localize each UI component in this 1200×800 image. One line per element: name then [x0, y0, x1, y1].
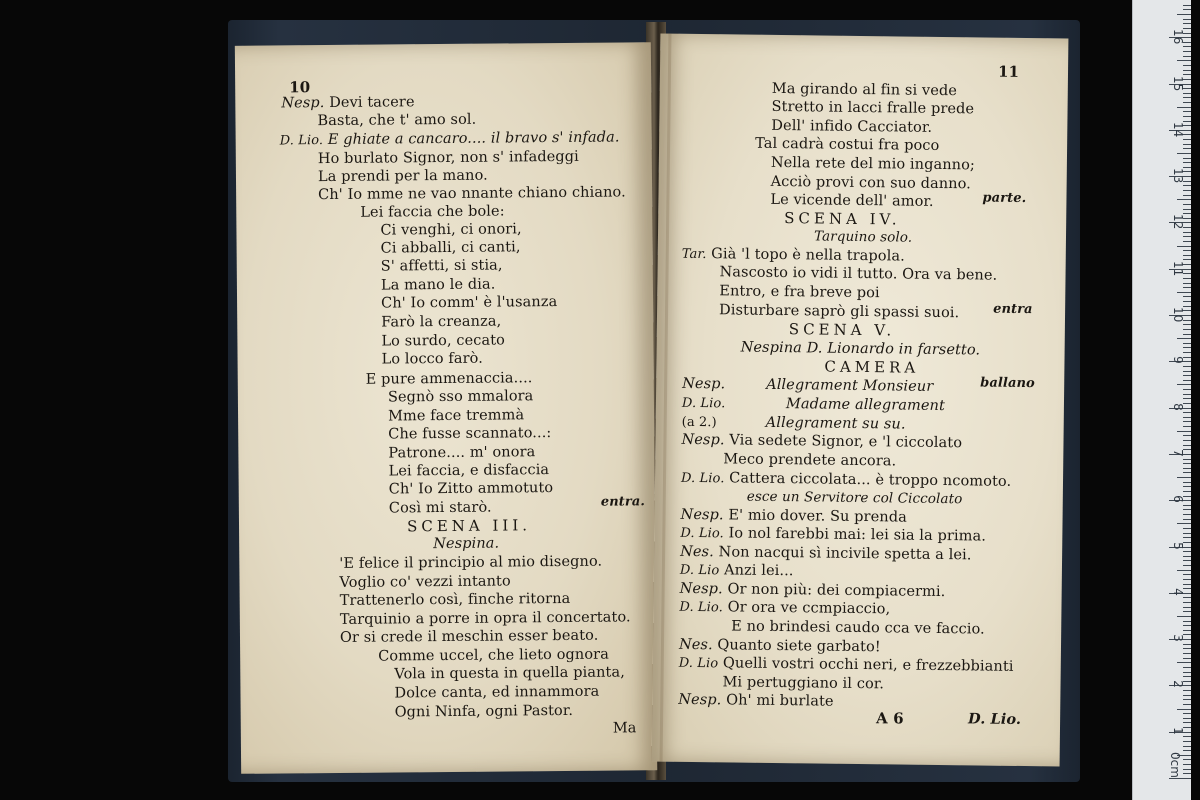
ruler-label: 14: [1171, 121, 1185, 138]
page-number: 11: [997, 62, 1020, 81]
ruler-tick: [1183, 759, 1191, 760]
verse-line: Lo locco farò.: [381, 350, 483, 368]
stage-direction: parte.: [982, 190, 1027, 207]
scene-heading: SCENA III.: [406, 516, 532, 536]
speech-line: Basta, che t' amo sol.: [317, 111, 477, 130]
ruler-label: 9: [1171, 356, 1185, 365]
ruler-tick: [1183, 5, 1191, 6]
speech-line: La prendi per la mano.: [317, 167, 488, 186]
verse-line: Ogni Ninfa, ogni Pastor.: [394, 702, 574, 721]
ruler-tick: [1177, 662, 1191, 663]
page-fold: [660, 34, 672, 762]
catchword: Ma: [612, 720, 637, 737]
ruler-label: 15: [1171, 75, 1185, 91]
scene-characters: Nespina D. Lionardo in farsetto.: [740, 339, 981, 359]
ruler-tick: [1183, 556, 1191, 557]
measuring-ruler: [1132, 0, 1191, 800]
speech-line: D. Lio. Io nol farebbi mai: lei sia la prima.: [680, 525, 987, 545]
ruler-tick: [1183, 380, 1191, 381]
ruler-tick: [1183, 116, 1191, 117]
ruler-tick: [1183, 574, 1191, 575]
ruler-tick: [1183, 421, 1191, 422]
verse-line: Acciò provi con suo danno.: [770, 173, 972, 193]
speech-line: D. Lio Anzi lei...: [679, 562, 794, 580]
verse-line: Lo surdo, cecato: [381, 332, 506, 350]
ruler-tick: [1183, 519, 1191, 520]
ruler-tick: [1183, 625, 1191, 626]
ruler-tick: [1183, 343, 1191, 344]
stage-direction: ballano: [980, 375, 1035, 392]
ruler-label: 13: [1171, 168, 1185, 184]
ruler-tick: [1183, 579, 1191, 580]
ruler-tick: [1183, 23, 1191, 24]
verse-line: Nella rete del mio inganno;: [770, 154, 976, 174]
ruler-tick: [1183, 514, 1191, 515]
ruler-tick: [1183, 773, 1191, 774]
verse-line: La mano le dia.: [380, 276, 496, 294]
verse-line: Dell' infido Cacciator.: [771, 117, 933, 136]
ruler-tick: [1177, 431, 1191, 432]
ruler-tick: [1177, 338, 1191, 339]
ruler-tick: [1183, 296, 1191, 297]
ruler-tick: [1183, 204, 1191, 205]
ruler-tick: [1183, 144, 1191, 145]
ruler-tick: [1183, 232, 1191, 233]
speech-line: Mi pertuggiano il cor.: [722, 674, 885, 693]
ruler-tick: [1183, 440, 1191, 441]
ruler-tick: [1183, 148, 1191, 149]
speech-line: Disturbare saprò gli spassi suoi.: [718, 302, 960, 322]
ruler-label: 3: [1171, 634, 1185, 642]
ruler-tick: [1183, 509, 1191, 510]
ruler-tick: [1183, 769, 1191, 770]
ruler-tick: [1183, 565, 1191, 566]
speech-line: D. Lio. Madame allegrament: [681, 395, 946, 415]
verse-line: E pure ammenaccia....: [365, 370, 533, 388]
speech-line: (a 2.) Allegrament su su.: [681, 414, 906, 433]
speech-line: Nesp. Devi tacere: [281, 94, 415, 112]
ruler-tick: [1183, 190, 1191, 191]
ruler-tick: [1177, 523, 1191, 524]
ruler-tick: [1183, 162, 1191, 163]
ruler-label: 4: [1171, 587, 1185, 596]
ruler-tick: [1183, 602, 1191, 603]
ruler-tick: [1183, 394, 1191, 395]
ruler-tick: [1183, 51, 1191, 52]
ruler-tick: [1183, 371, 1191, 372]
speech-line: Nesp. Allegrament Monsieur: [682, 375, 934, 395]
ruler-tick: [1183, 611, 1191, 612]
catchword: D. Lio.: [968, 710, 1022, 728]
speech-line: D. Lio Quelli vostri occhi neri, e frezzebbianti: [678, 655, 1014, 675]
verse-line: Che fusse scannato...:: [388, 425, 552, 443]
ruler-tick: [1183, 70, 1191, 71]
ruler-tick: [1183, 301, 1191, 302]
ruler-tick: [1183, 750, 1191, 751]
location-heading: CAMERA: [824, 357, 920, 377]
stage-direction: entra: [993, 301, 1033, 318]
speech-line: Voglio co' vezzi intanto: [339, 573, 511, 591]
verse-line: Tal cadrà costui fra poco: [755, 135, 940, 154]
ruler-tick: [1183, 746, 1191, 747]
ruler-label: 12: [1171, 214, 1185, 230]
ruler-tick: [1183, 287, 1191, 288]
ruler-tick: [1177, 60, 1191, 61]
stage-direction: entra.: [600, 494, 646, 510]
ruler-tick: [1183, 236, 1191, 237]
ruler-tick: [1183, 426, 1191, 427]
speech-line: Nesp. E' mio dover. Su prenda: [680, 506, 907, 526]
ruler-label: 7: [1171, 449, 1185, 457]
verse-line: Ch' Io Zitto ammotuto: [388, 480, 554, 498]
ruler-tick: [1183, 667, 1191, 668]
signature-mark: A 6: [876, 709, 904, 728]
ruler-tick: [1183, 417, 1191, 418]
ruler-tick: [1183, 46, 1191, 47]
ruler-tick: [1183, 347, 1191, 348]
ruler-label: 11: [1171, 260, 1185, 276]
verse-line: Mme face tremmà: [388, 407, 525, 425]
speech-line: Nes. Non nacqui sì incivile spetta a lei.: [680, 543, 972, 564]
scene-heading: SCENA IV.: [784, 209, 901, 229]
verse-line: Dolce canta, ed innammora: [394, 683, 600, 702]
verse-line: Lei faccia, e disfaccia: [388, 462, 550, 480]
speech-line: Tarquinio a porre in opra il concertato.: [339, 609, 631, 628]
ruler-tick: [1183, 9, 1191, 10]
ruler-tick: [1183, 713, 1191, 714]
ruler-tick: [1183, 389, 1191, 390]
speech-line: Or si crede il meschin esser beato.: [339, 627, 599, 646]
ruler-label: 0cm: [1168, 752, 1182, 778]
ruler-tick: [1183, 375, 1191, 376]
speech-line: Nes. Quanto siete garbato!: [678, 636, 881, 656]
verse-line: Ma girando al fin si vede: [771, 80, 958, 100]
speech-line: Tar. Già 'l topo è nella trapola.: [681, 246, 905, 265]
ruler-label: 10: [1171, 307, 1185, 323]
ruler-tick: [1177, 246, 1191, 247]
ruler-tick: [1177, 199, 1191, 200]
ruler-tick: [1183, 324, 1191, 325]
ruler-tick: [1183, 283, 1191, 284]
ruler-tick: [1183, 486, 1191, 487]
ruler-tick: [1183, 111, 1191, 112]
speech-line: D. Lio. Or ora ve ccmpiaccio,: [679, 599, 891, 618]
ruler-label: 1: [1171, 726, 1185, 735]
ruler-tick: [1183, 533, 1191, 534]
speech-line: Trattenerlo così, finche ritorna: [339, 590, 571, 609]
ruler-tick: [1183, 334, 1191, 335]
ruler-tick: [1183, 704, 1191, 705]
ruler-tick: [1177, 709, 1191, 710]
speech-line: Ho burlato Signor, non s' infadeggi: [317, 148, 579, 168]
ruler-label: 2: [1171, 680, 1185, 689]
ruler-tick: [1177, 153, 1191, 154]
verse-line: Ci venghi, ci onori,: [380, 221, 522, 239]
speech-line: Lei faccia che bole:: [360, 203, 505, 221]
right-page: [652, 34, 1069, 767]
ruler-tick: [1183, 741, 1191, 742]
ruler-label: 5: [1171, 541, 1185, 550]
ruler-tick: [1183, 185, 1191, 186]
speech-line: Nesp. Or non più: dei compiacermi.: [679, 580, 946, 601]
ruler-tick: [1183, 718, 1191, 719]
ruler-tick: [1183, 93, 1191, 94]
ruler-tick: [1183, 19, 1191, 20]
ruler-tick: [1183, 672, 1191, 673]
ruler-tick: [1183, 329, 1191, 330]
ruler-tick: [1183, 435, 1191, 436]
speech-line: Nesp. Via sedete Signor, e 'l ciccolato: [681, 431, 963, 452]
speech-line: Nesp. Oh' mi burlate: [678, 691, 834, 710]
ruler-tick: [1183, 278, 1191, 279]
ruler-tick: [1183, 209, 1191, 210]
speech-line: D. Lio. E ghiate a cancaro.... il bravo s' infada.: [279, 129, 620, 149]
verse-line: Così mi starò.: [388, 499, 492, 517]
speech-line: Ch' Io mme ne vao nnante chiano chiano.: [318, 184, 626, 204]
verse-line: Ch' Io comm' è l'usanza: [381, 294, 558, 312]
ruler-tick: [1183, 97, 1191, 98]
ruler-tick: [1177, 570, 1191, 571]
speech-line: 'E felice il principio al mio disegno.: [339, 553, 603, 572]
ruler-tick: [1183, 648, 1191, 649]
left-page: [235, 42, 657, 774]
ruler-tick: [1183, 56, 1191, 57]
ruler-label: 8: [1171, 402, 1185, 411]
ruler-tick: [1183, 621, 1191, 622]
ruler-tick: [1183, 241, 1191, 242]
speech-line: E no brindesi caudo cca ve faccio.: [731, 618, 985, 638]
ruler-tick: [1183, 695, 1191, 696]
ruler-tick: [1183, 607, 1191, 608]
ruler-tick: [1183, 139, 1191, 140]
ruler-tick: [1183, 699, 1191, 700]
ruler-tick: [1183, 482, 1191, 483]
verse-line: Stretto in lacci fralle prede: [771, 98, 975, 118]
ruler-tick: [1183, 102, 1191, 103]
ruler-tick: [1183, 65, 1191, 66]
speech-line: Entro, e fra breve poi: [719, 283, 880, 302]
ruler-tick: [1177, 384, 1191, 385]
ruler-tick: [1183, 472, 1191, 473]
verse-line: Vola in questa in quella pianta,: [394, 664, 625, 683]
ruler-tick: [1177, 107, 1191, 108]
speech-line: Nascosto io vidi il tutto. Ora va bene.: [719, 264, 998, 284]
speech-line: D. Lio. Cattera ciccolata... è troppo ncomoto.: [680, 470, 1012, 490]
ruler-tick: [1183, 158, 1191, 159]
verse-line: Le vicende dell' amor.: [770, 191, 934, 210]
verse-line: S' affetti, si stia,: [380, 257, 503, 275]
verse-line: Segnò sso mmalora: [387, 388, 534, 406]
ruler-tick: [1183, 528, 1191, 529]
verse-line: Patrone.... m' onora: [388, 444, 536, 462]
scene-characters: Tarquino solo.: [813, 228, 913, 246]
ruler-tick: [1177, 616, 1191, 617]
ruler-tick: [1177, 292, 1191, 293]
verse-line: Ci abballi, ci canti,: [380, 239, 521, 257]
ruler-tick: [1183, 255, 1191, 256]
verse-line: Comme uccel, che lieto ognora: [378, 646, 609, 665]
speech-line: Meco prendete ancora.: [723, 451, 897, 470]
ruler-label: 6: [1171, 495, 1185, 503]
ruler-tick: [1183, 468, 1191, 469]
stage-direction: esce un Servitore col Ciccolato: [746, 488, 963, 508]
ruler-tick: [1183, 560, 1191, 561]
page-number: 10: [289, 78, 311, 97]
ruler-tick: [1183, 653, 1191, 654]
scene-characters: Nespina.: [433, 535, 500, 553]
ruler-tick: [1177, 14, 1191, 15]
scene-heading: SCENA V.: [788, 320, 896, 340]
ruler-tick: [1183, 658, 1191, 659]
verse-line: Farò la creanza,: [381, 313, 502, 331]
ruler-tick: [1183, 764, 1191, 765]
ruler-label: 16: [1171, 29, 1185, 45]
ruler-tick: [1183, 195, 1191, 196]
ruler-tick: [1183, 250, 1191, 251]
ruler-tick: [1177, 477, 1191, 478]
ruler-tick: [1183, 463, 1191, 464]
